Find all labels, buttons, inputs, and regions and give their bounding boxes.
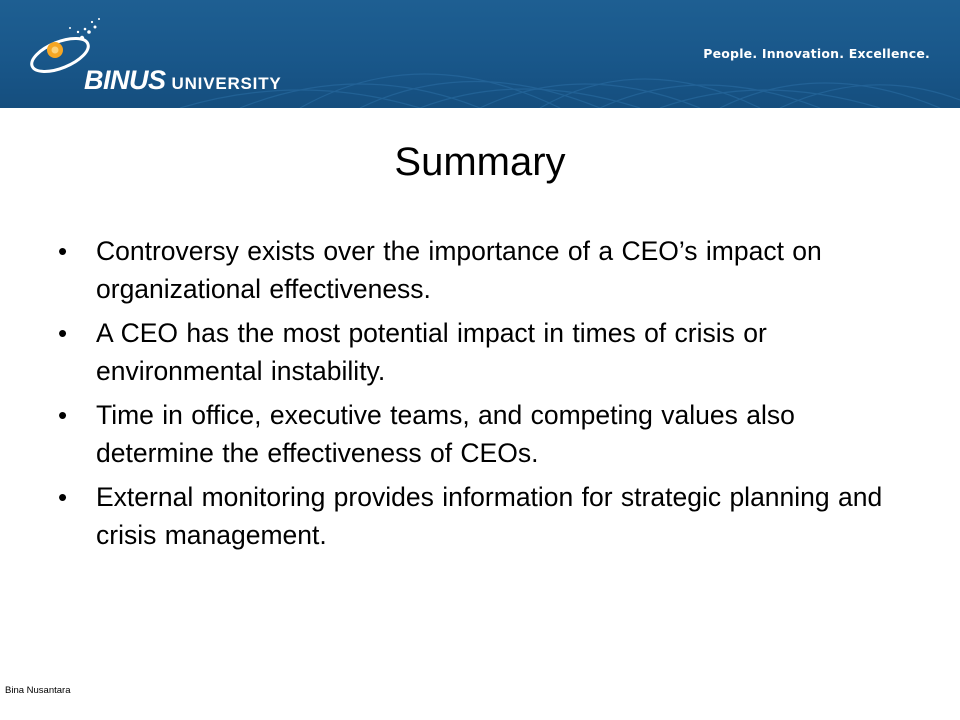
logo-wordmark (84, 65, 282, 96)
header-banner (0, 0, 960, 108)
logo-university-text: UNIVERSITY (171, 74, 282, 93)
bullet-dot-icon: • (58, 318, 68, 348)
bullet-dot-icon: • (58, 236, 68, 266)
slide-title: Summary (394, 140, 566, 184)
bullet-dot-icon: • (58, 400, 68, 430)
bullet-item (0, 478, 960, 554)
bullet-text: Time in office, executive teams, and competing values also determine the effectiveness of CEOs. (96, 400, 795, 468)
footer-text: Bina Nusantara (5, 685, 71, 696)
bullet-item (0, 232, 960, 308)
binus-logo (22, 10, 292, 100)
tagline: People. Innovation. Excellence. (703, 46, 930, 61)
logo-binus-text: BINUS (84, 65, 166, 95)
bullet-text: A CEO has the most potential impact in times of crisis or environmental instability. (96, 318, 767, 386)
bullet-item (0, 396, 960, 472)
bullet-item (0, 314, 960, 390)
bullet-dot-icon: • (58, 482, 68, 512)
bullet-text: External monitoring provides information for strategic planning and crisis management. (96, 482, 883, 550)
bullet-text: Controversy exists over the importance of a CEO’s impact on organizational effectiveness. (96, 236, 822, 304)
bullet-list (0, 232, 960, 560)
